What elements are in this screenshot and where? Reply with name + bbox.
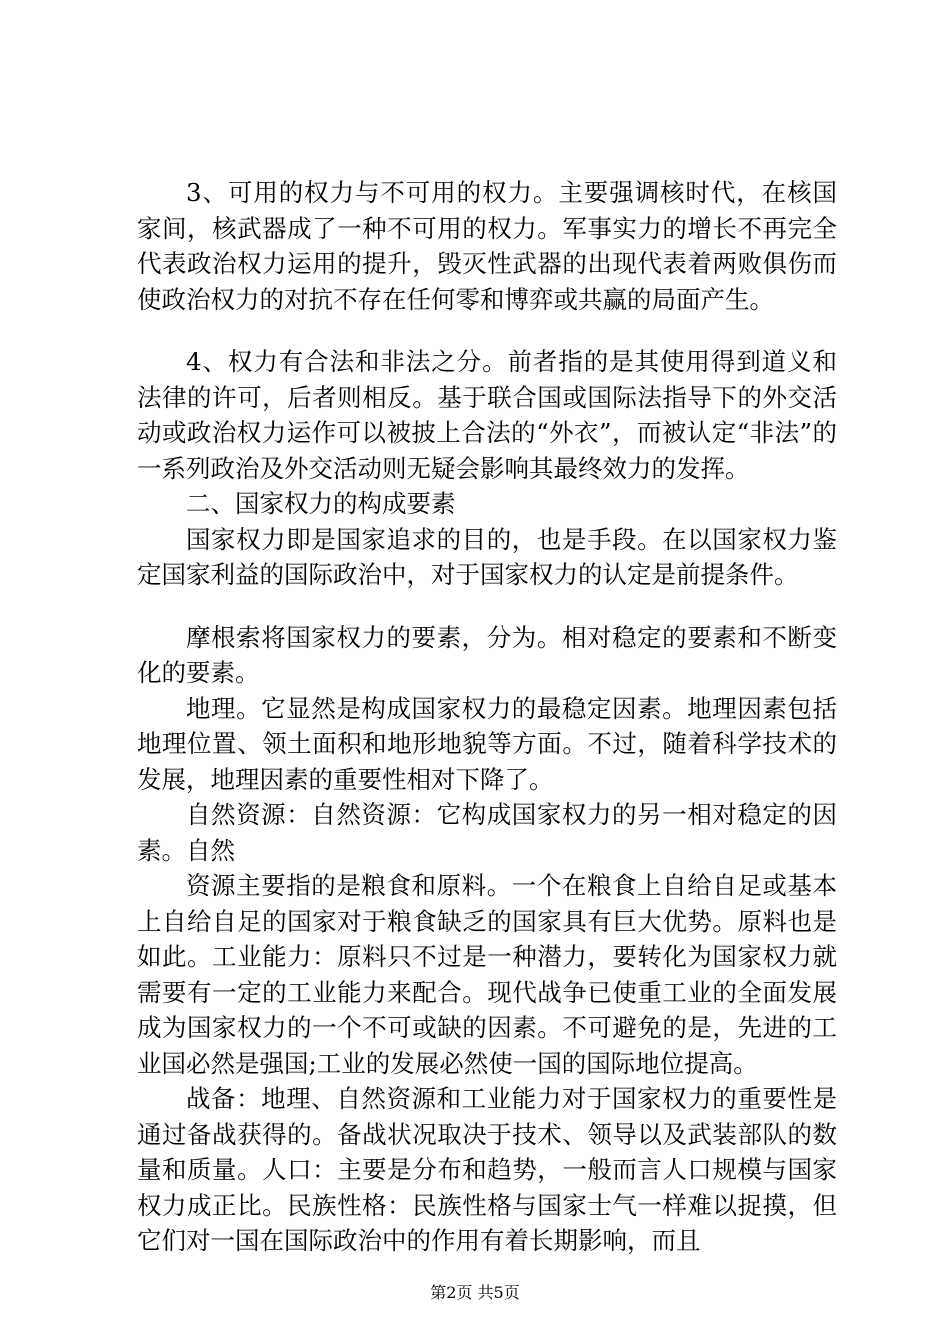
page-number-footer: 第2页 共5页: [430, 1283, 520, 1302]
paragraph-natural-resources: 自然资源：自然资源：它构成国家权力的另一相对稳定的因素。自然: [137, 800, 837, 865]
paragraph-resources-industry: 资源主要指的是粮食和原料。一个在粮食上自给自足或基本上自给自足的国家对于粮食缺乏的国家具有巨大优势。原料也是如此。工业能力：原料只不过是一种潜力，要转化为国家权力就需要有一定的工业能力来配合。现代战争已使重工业的全面发展成为国家权力的一个不可或缺的因素。不可避免的是，先进的工业国必然是强国;工业的发展必然使一国的国际地位提高。: [137, 871, 837, 1078]
document-body: [137, 175, 837, 1259]
paragraph-legal-power: 4、权力有合法和非法之分。前者指的是其使用得到道义和法律的许可，后者则相反。基于联合国或国际法指导下的外交活动或政治权力运作可以被披上合法的“外衣”，而被认定“非法”的一系列政治及外交活动则无疑会影响其最终效力的发挥。: [137, 347, 837, 483]
paragraph-morgenthau: 摩根索将国家权力的要素，分为。相对稳定的要素和不断变化的要素。: [137, 622, 837, 687]
paragraph-usable-power: 3、可用的权力与不可用的权力。主要强调核时代，在核国家间，核武器成了一种不可用的权力。军事实力的增长不再完全代表政治权力运用的提升，毁灭性武器的出现代表着两败俱伤而使政治权力的对抗不存在任何零和博弈或共赢的局面产生。: [137, 178, 837, 314]
paragraph-power-purpose: 国家权力即是国家追求的目的，也是手段。在以国家权力鉴定国家利益的国际政治中，对于国家权力的认定是前提条件。: [137, 524, 837, 589]
paragraph-preparedness: 战备：地理、自然资源和工业能力对于国家权力的重要性是通过备战获得的。备战状况取决于技术、领导以及武装部队的数量和质量。人口：主要是分布和趋势，一般而言人口规模与国家权力成正比。民族性格：民族性格与国家士气一样难以捉摸，但它们对一国在国际政治中的作用有着长期影响，而且: [137, 1084, 837, 1255]
section-heading-power-elements: 二、国家权力的构成要素: [186, 489, 456, 518]
paragraph-geography: 地理。它显然是构成国家权力的最稳定因素。地理因素包括地理位置、领土面积和地形地貌等方面。不过，随着科学技术的发展，地理因素的重要性相对下降了。: [137, 693, 837, 794]
